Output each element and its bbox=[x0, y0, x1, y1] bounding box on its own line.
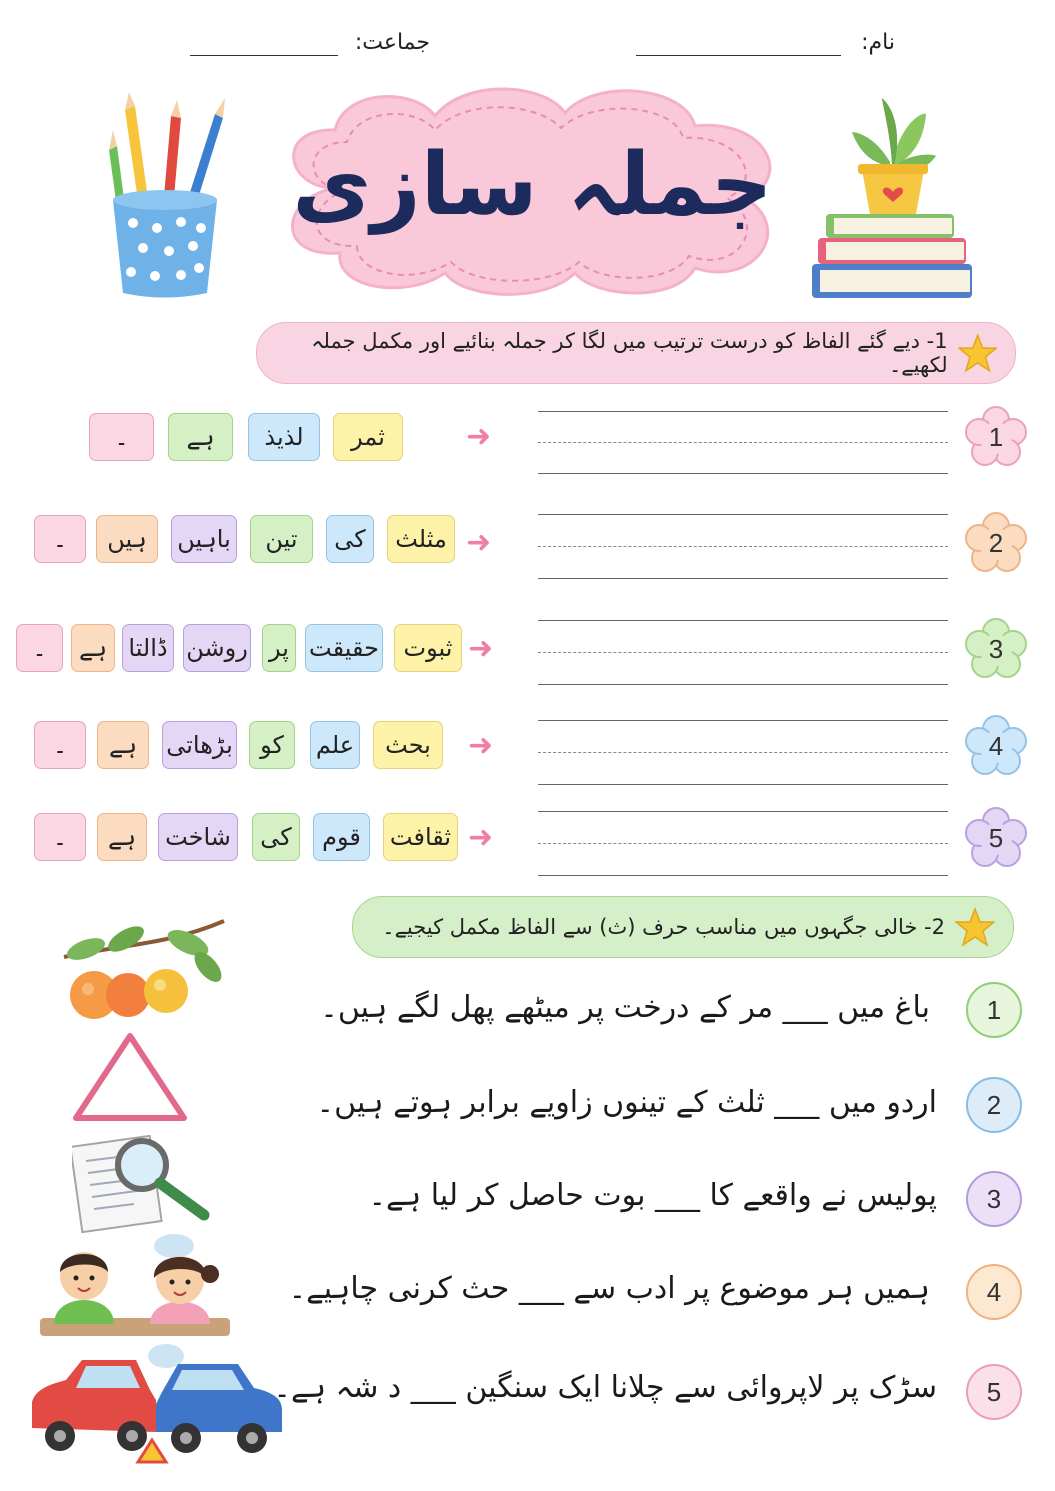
item-1-number-badge: 1 bbox=[966, 982, 1022, 1038]
class-label: جماعت: bbox=[354, 30, 430, 55]
word-tile[interactable]: کو bbox=[249, 721, 295, 769]
row-5-number-badge bbox=[965, 807, 1027, 869]
fill-blank-sentence: ہمیں ہر موضوع پر ادب سے ___ حث کرنی چاہیے۔ bbox=[288, 1271, 930, 1306]
section2-instruction-banner bbox=[352, 896, 1014, 958]
writing-line-top[interactable] bbox=[538, 514, 948, 515]
word-tile[interactable]: قوم bbox=[313, 813, 370, 861]
word-tile[interactable]: ہیں bbox=[96, 515, 158, 563]
word-tile[interactable]: ڈالتا bbox=[122, 624, 174, 672]
row-1-number-badge bbox=[965, 406, 1027, 468]
word-tile[interactable]: حقیقت bbox=[305, 624, 383, 672]
word-tile[interactable]: پر bbox=[262, 624, 296, 672]
writing-line-bottom[interactable] bbox=[538, 875, 948, 876]
word-tile[interactable]: تین bbox=[250, 515, 313, 563]
word-tile[interactable]: ۔ bbox=[34, 721, 86, 769]
section2-instruction-text: 2- خالی جگہوں میں مناسب حرف (ث) سے الفاظ مکمل کیجیے۔ bbox=[382, 915, 945, 939]
item-4-number-badge: 4 bbox=[966, 1264, 1022, 1320]
writing-line-bottom[interactable] bbox=[538, 684, 948, 685]
word-tile[interactable]: ہے bbox=[97, 721, 149, 769]
magnifier-document-icon bbox=[72, 1135, 217, 1235]
item-3-number-badge: 3 bbox=[966, 1171, 1022, 1227]
writing-line-mid[interactable] bbox=[538, 752, 948, 753]
row-2-number-badge bbox=[965, 512, 1027, 574]
word-tile[interactable]: ثمر bbox=[333, 413, 403, 461]
arrow-icon: ➜ bbox=[468, 820, 494, 855]
fill-blank-sentence: پولیس نے واقعے کا ___ بوت حاصل کر لیا ہے۔ bbox=[368, 1178, 937, 1213]
word-tile[interactable]: کی bbox=[326, 515, 374, 563]
word-tile[interactable]: ۔ bbox=[16, 624, 63, 672]
star-icon bbox=[958, 333, 997, 373]
word-tile[interactable]: کی bbox=[252, 813, 300, 861]
writing-line-bottom[interactable] bbox=[538, 578, 948, 579]
writing-line-top[interactable] bbox=[538, 811, 948, 812]
word-tile[interactable]: بحث bbox=[373, 721, 443, 769]
word-tile[interactable]: بڑھاتی bbox=[162, 721, 237, 769]
name-field-line[interactable] bbox=[636, 55, 841, 56]
fruit-branch-icon bbox=[58, 915, 230, 1035]
word-tile[interactable]: ہے bbox=[97, 813, 147, 861]
word-tile[interactable]: ہے bbox=[71, 624, 115, 672]
children-talking-icon bbox=[40, 1228, 230, 1338]
word-tile[interactable]: ثقافت bbox=[383, 813, 458, 861]
fill-blank-sentence: اردو میں ___ ثلث کے تینوں زاویے برابر ہوتے ہیں۔ bbox=[316, 1085, 937, 1120]
section1-instruction-banner bbox=[256, 322, 1016, 384]
triangle-icon bbox=[70, 1030, 190, 1125]
plant-on-books-icon bbox=[812, 92, 974, 304]
writing-line-top[interactable] bbox=[538, 411, 948, 412]
row-4-number-badge bbox=[965, 715, 1027, 777]
car-accident-icon bbox=[26, 1340, 288, 1465]
arrow-icon: ➜ bbox=[466, 525, 492, 560]
writing-line-mid[interactable] bbox=[538, 843, 948, 844]
row-5-number: 5 bbox=[988, 822, 1004, 853]
class-field-line[interactable] bbox=[190, 55, 338, 56]
item-2-number-badge: 2 bbox=[966, 1077, 1022, 1133]
writing-line-mid[interactable] bbox=[538, 546, 948, 547]
writing-line-top[interactable] bbox=[538, 720, 948, 721]
row-2-number: 2 bbox=[988, 527, 1004, 558]
word-tile[interactable]: ثبوت bbox=[394, 624, 462, 672]
row-3-number: 3 bbox=[988, 633, 1004, 664]
fill-blank-sentence: باغ میں ___ مر کے درخت پر میٹھے پھل لگے ہیں۔ bbox=[320, 990, 930, 1025]
word-tile[interactable]: شاخت bbox=[158, 813, 238, 861]
word-tile[interactable]: ۔ bbox=[34, 515, 86, 563]
writing-line-bottom[interactable] bbox=[538, 473, 948, 474]
item-5-number-badge: 5 bbox=[966, 1364, 1022, 1420]
arrow-icon: ➜ bbox=[468, 631, 494, 666]
section1-instruction-text: 1- دیے گئے الفاظ کو درست ترتیب میں لگا کر جملہ بنائیے اور مکمل جملہ لکھیے۔ bbox=[311, 329, 948, 377]
writing-line-mid[interactable] bbox=[538, 442, 948, 443]
row-3-number-badge bbox=[965, 618, 1027, 680]
word-tile[interactable]: باہیں bbox=[171, 515, 237, 563]
word-tile[interactable]: ۔ bbox=[34, 813, 86, 861]
word-tile[interactable]: ہے bbox=[168, 413, 233, 461]
arrow-icon: ➜ bbox=[468, 728, 494, 763]
arrow-icon: ➜ bbox=[466, 419, 492, 454]
writing-line-mid[interactable] bbox=[538, 652, 948, 653]
word-tile[interactable]: مثلث bbox=[387, 515, 455, 563]
row-1-number: 1 bbox=[988, 421, 1004, 452]
word-tile[interactable]: ۔ bbox=[89, 413, 154, 461]
fill-blank-sentence: سڑک پر لاپروائی سے چلانا ایک سنگین ___ د شہ ہے۔ bbox=[273, 1370, 937, 1405]
star-icon bbox=[955, 907, 995, 947]
writing-line-bottom[interactable] bbox=[538, 784, 948, 785]
word-tile[interactable]: علم bbox=[310, 721, 360, 769]
word-tile[interactable]: روشن bbox=[183, 624, 251, 672]
row-4-number: 4 bbox=[988, 730, 1004, 761]
page-title: جملہ سازی bbox=[292, 135, 773, 235]
name-label: نام: bbox=[861, 30, 895, 55]
pencil-cup-icon bbox=[95, 88, 235, 303]
writing-line-top[interactable] bbox=[538, 620, 948, 621]
word-tile[interactable]: لذیذ bbox=[248, 413, 320, 461]
